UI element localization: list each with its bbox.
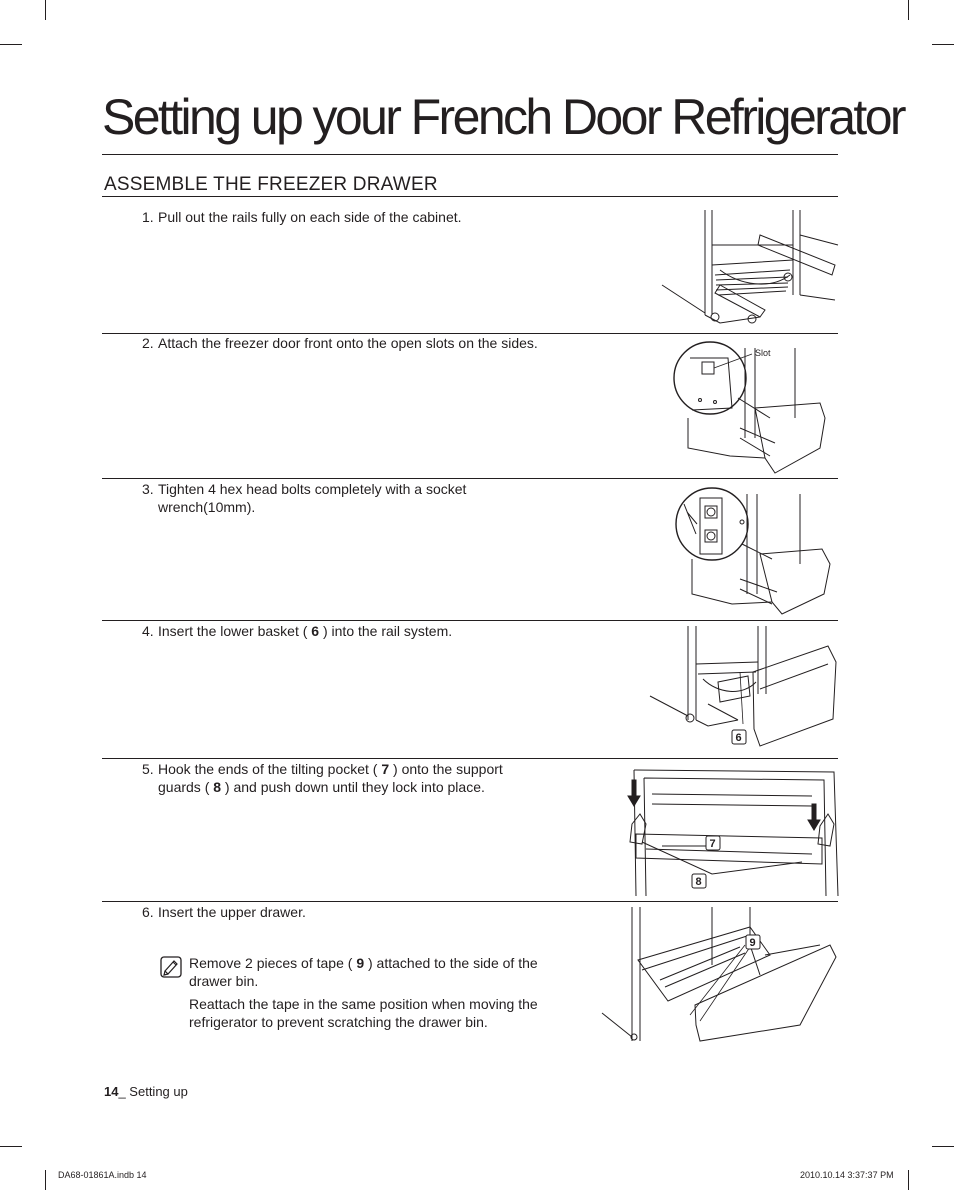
figure-lower-basket bbox=[648, 624, 838, 748]
step-2 bbox=[142, 334, 582, 352]
step-divider bbox=[102, 478, 838, 479]
step-text: Attach the freezer door front onto the open slots on the sides. bbox=[158, 335, 538, 351]
step-text-cont bbox=[142, 778, 552, 796]
part-number: 8 bbox=[213, 779, 222, 795]
imprint-right: 2010.10.14 3:37:37 PM bbox=[800, 1170, 894, 1180]
step-6 bbox=[142, 903, 552, 921]
crop-mark bbox=[0, 44, 22, 45]
crop-mark bbox=[45, 1170, 46, 1190]
crop-mark bbox=[932, 1146, 954, 1147]
section-rule bbox=[102, 196, 838, 197]
step-text: ) into the rail system. bbox=[319, 623, 453, 639]
step-4 bbox=[142, 622, 552, 640]
note-line: ) attached to the side of the drawer bin. bbox=[189, 955, 538, 989]
crop-mark bbox=[908, 1170, 909, 1190]
crop-mark bbox=[908, 0, 909, 20]
step-divider bbox=[102, 901, 838, 902]
step-number: 2. bbox=[142, 335, 154, 351]
title-rule bbox=[102, 154, 838, 155]
figure-callout: 7 bbox=[709, 838, 716, 850]
part-number: 9 bbox=[356, 955, 365, 971]
figure-rails bbox=[660, 205, 840, 330]
crop-mark bbox=[45, 0, 46, 20]
step-number: 1. bbox=[142, 209, 154, 225]
imprint-left: DA68-01861A.indb 14 bbox=[58, 1170, 147, 1180]
figure-callout: 8 bbox=[695, 876, 702, 888]
step-divider bbox=[102, 758, 838, 759]
step-text: Pull out the rails fully on each side of the cabinet. bbox=[158, 209, 462, 225]
crop-mark bbox=[932, 44, 954, 45]
page-number: 14 bbox=[104, 1084, 119, 1099]
step-divider bbox=[102, 620, 838, 621]
figure-bolts bbox=[672, 484, 832, 618]
step-number: 5. bbox=[142, 761, 154, 777]
step-number: 6. bbox=[142, 904, 154, 920]
figure-callout: 9 bbox=[749, 937, 756, 949]
step-text: ) onto the support bbox=[389, 761, 503, 777]
step-1 bbox=[142, 208, 552, 226]
note-text bbox=[189, 954, 569, 990]
note-line: Remove 2 pieces of tape ( bbox=[189, 955, 357, 971]
step-text: Insert the lower basket ( bbox=[158, 623, 312, 639]
page-footer bbox=[104, 1084, 188, 1099]
figure-label: Slot bbox=[755, 348, 771, 358]
step-text: guards ( bbox=[158, 779, 214, 795]
note-text-2: Reattach the tape in the same position when moving the refrigerator to prevent scratching the drawer bin. bbox=[189, 996, 538, 1030]
step-3 bbox=[142, 480, 552, 516]
figure-slot bbox=[670, 338, 830, 478]
step-5 bbox=[142, 760, 552, 796]
note-pencil-icon bbox=[160, 956, 182, 978]
figure-tilting-pocket bbox=[622, 764, 840, 898]
figure-upper-drawer bbox=[600, 905, 840, 1043]
step-number: 4. bbox=[142, 623, 154, 639]
footer-label: _ Setting up bbox=[118, 1084, 188, 1099]
step-number: 3. bbox=[142, 481, 154, 497]
part-number: 6 bbox=[311, 623, 320, 639]
step-text: Insert the upper drawer. bbox=[158, 904, 306, 920]
step-text: wrench(10mm). bbox=[158, 499, 256, 515]
section-title: ASSEMBLE THE FREEZER DRAWER bbox=[104, 174, 438, 195]
part-number: 7 bbox=[381, 761, 390, 777]
step-text: ) and push down until they lock into place. bbox=[221, 779, 485, 795]
page-title: Setting up your French Door Refrigerator bbox=[102, 89, 904, 145]
step-text: Tighten 4 hex head bolts completely with a socket bbox=[158, 481, 467, 497]
crop-mark bbox=[0, 1146, 22, 1147]
figure-callout: 6 bbox=[735, 732, 742, 744]
step-text: Hook the ends of the tilting pocket ( bbox=[158, 761, 382, 777]
